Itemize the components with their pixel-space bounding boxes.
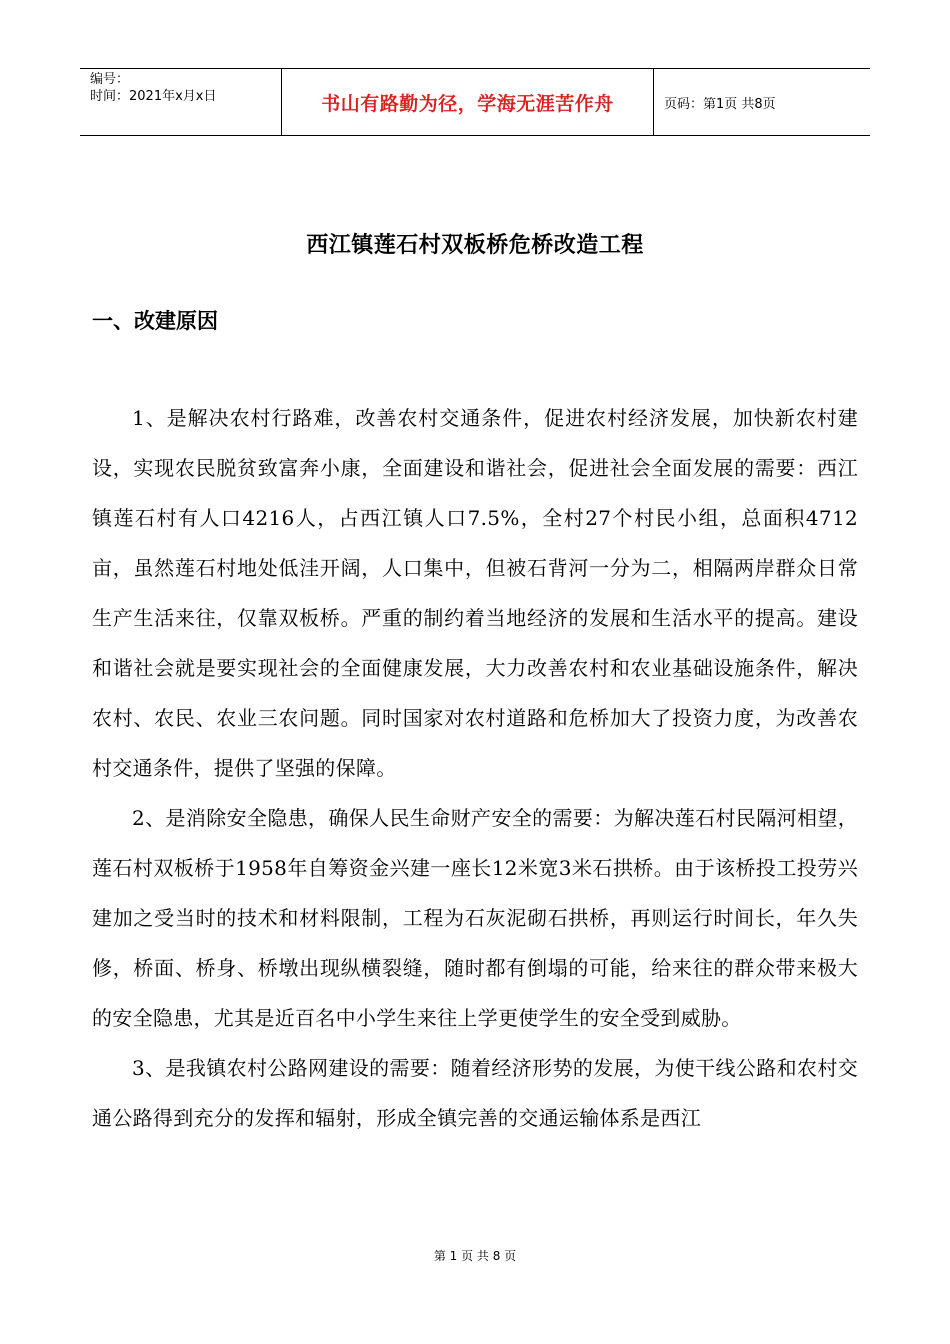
- header-left-cell: [80, 69, 281, 135]
- section-heading: 一、改建原因: [92, 309, 218, 333]
- number-label: 编号：: [90, 72, 130, 87]
- header-page-info: 页码：第1页 共8页: [664, 96, 776, 112]
- page-footer: 第 1 页 共 8 页: [433, 1249, 517, 1263]
- paragraph-1: 1、是解决农村行路难，改善农村交通条件，促进农村经济发展，加快新农村建设，实现农民脱贫致富奔小康，全面建设和谐社会，促进社会全面发展的需要：西江镇莲石村有人口4216人，占西江镇人口7.5%，全村27个村民小组，总面积4712亩，虽然莲石村地处低洼开阔，人口集中，但被石背河一分为二，相隔两岸群众日常生产生活来往，仅靠双板桥。严重的制约着当地经济的发展和生活水平的提高。建设和谐社会就是要实现社会的全面健康发展，大力改善农村和农业基础设施条件，解决农村、农民、农业三农问题。同时国家对农村道路和危桥加大了投资力度，为改善农村交通条件，提供了坚强的保障。: [92, 406, 858, 780]
- paragraph-2: 2、是消除安全隐患，确保人民生命财产安全的需要：为解决莲石村民隔河相望，莲石村双板桥于1958年自筹资金兴建一座长12米宽3米石拱桥。由于该桥投工投劳兴建加之受当时的技术和材料限制，工程为石灰泥砌石拱桥，再则运行时间长，年久失修，桥面、桥身、桥墩出现纵横裂缝，随时都有倒塌的可能，给来往的群众带来极大的安全隐患，尤其是近百名中小学生来往上学更使学生的安全受到威胁。: [92, 806, 858, 1030]
- header-table: [80, 68, 870, 136]
- body-text: [92, 393, 858, 1143]
- header-motto: 书山有路勤为径，学海无涯苦作舟: [281, 69, 654, 135]
- paragraph-3: 3、是我镇农村公路网建设的需要：随着经济形势的发展，为使干线公路和农村交通公路得到充分的发挥和辐射，形成全镇完善的交通运输体系是西江: [92, 1056, 858, 1130]
- document-title: 西江镇莲石村双板桥危桥改造工程: [306, 232, 644, 258]
- time-label: 时间：2021年x月x日: [90, 89, 217, 104]
